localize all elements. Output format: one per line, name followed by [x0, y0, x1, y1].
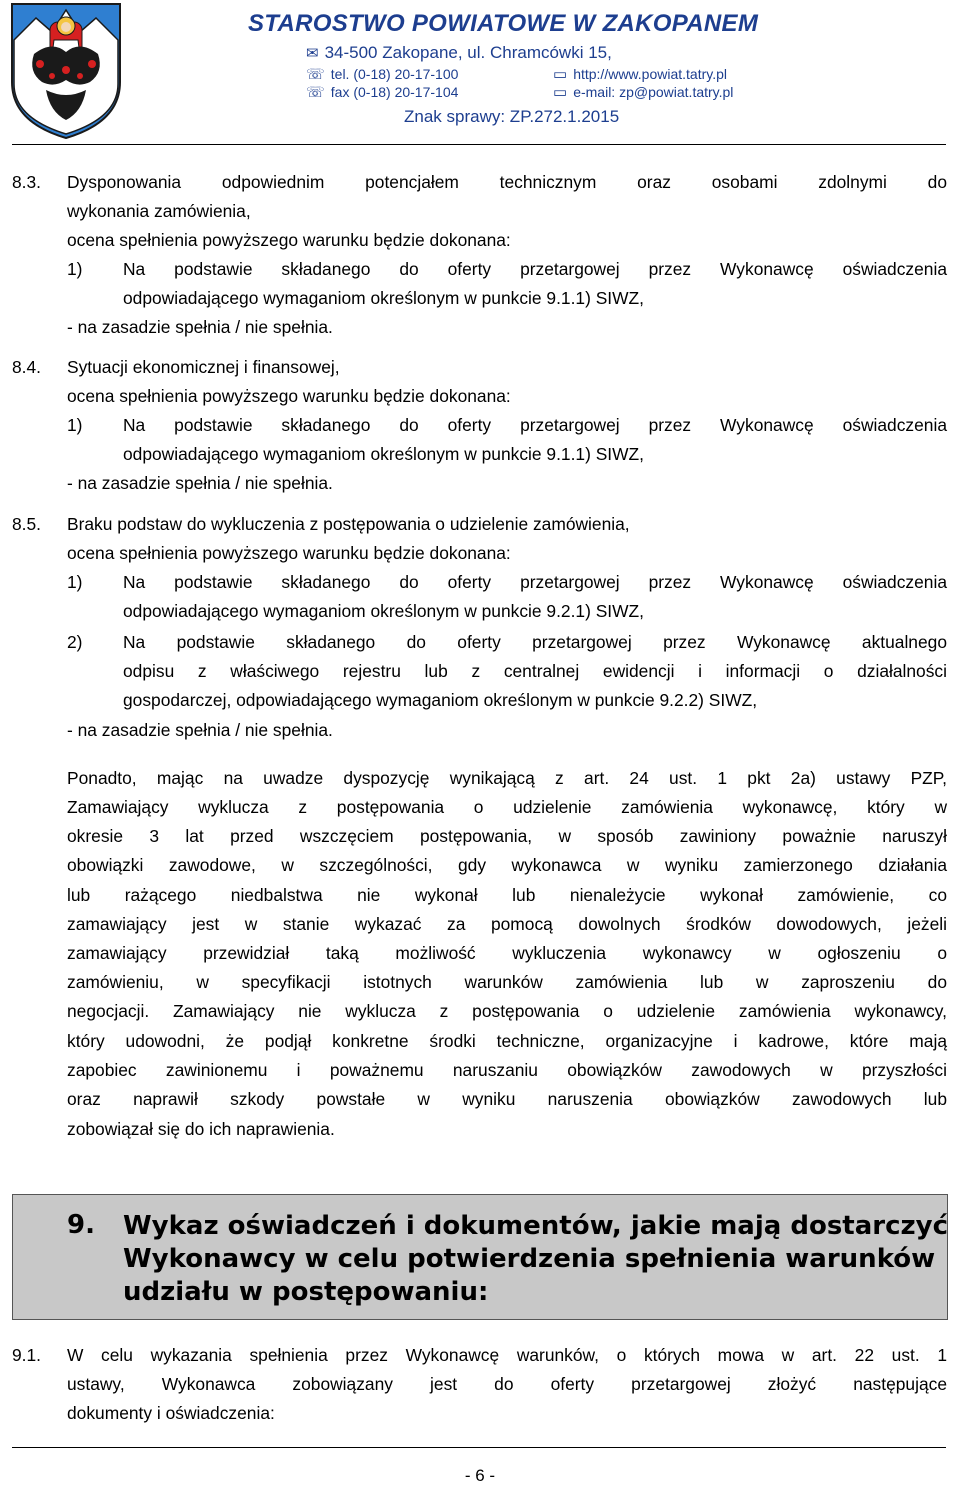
section-9-heading-box: [12, 1194, 948, 1320]
section-8-4-item1-line1: Na podstawie składanego do oferty przetargowej przez Wykonawcę oświadczenia: [123, 415, 947, 435]
section-8-3-rule: - na zasadzie spełnia / nie spełnia.: [67, 317, 333, 337]
section-8-3-item1-line2: odpowiadającego wymaganiom określonym w punkcie 9.1.1) SIWZ,: [123, 288, 644, 308]
section-8-4-title: Sytuacji ekonomicznej i finansowej,: [67, 357, 340, 377]
address-text: 34-500 Zakopane, ul. Chramcówki 15,: [324, 43, 612, 62]
paragraph-line: oraz naprawił szkody powstałe w wyniku naruszenia obowiązków zawodowych lub: [67, 1089, 947, 1109]
section-8-3-title-line1: Dysponowania odpowiednim potencjałem technicznym oraz osobami zdolnymi do: [67, 172, 947, 192]
tel-text: tel. (0-18) 20-17-100: [330, 66, 459, 82]
institution-name: STAROSTWO POWIATOWE W ZAKOPANEM: [248, 10, 759, 37]
section-8-3-eval: ocena spełnienia powyższego warunku będzie dokonana:: [67, 230, 511, 250]
www-line: [553, 65, 727, 83]
section-8-4-item1-line2: odpowiadającego wymaganiom określonym w punkcie 9.1.1) SIWZ,: [123, 444, 644, 464]
item-number: 1): [67, 572, 83, 592]
address-line: [306, 43, 612, 63]
paragraph-line: negocjacji. Zamawiający nie wyklucza z postępowania o udzielenie zamówienia wykonawcy,: [67, 1001, 947, 1021]
section-8-3-item1-line1: Na podstawie składanego do oferty przetargowej przez Wykonawcę oświadczenia: [123, 259, 947, 279]
computer-icon: ▭: [553, 66, 568, 83]
paragraph-line: Zamawiający wyklucza z postępowania o udzielenie zamówienia wykonawcę, który w: [67, 797, 947, 817]
section-8-5-item2-line1: Na podstawie składanego do oferty przetargowej przez Wykonawcę aktualnego: [123, 632, 947, 652]
section-8-5-eval: ocena spełnienia powyższego warunku będzie dokonana:: [67, 543, 511, 563]
section-9-1-line1: W celu wykazania spełnienia przez Wykonawcę warunków, o których mowa w art. 22 ust. 1: [67, 1345, 947, 1365]
paragraph-line: zamawiający jest w stanie wykazać za pomocą dowolnych środków dowodowych, jeżeli: [67, 914, 947, 934]
phone-icon: ☏: [306, 84, 325, 101]
www-link[interactable]: http://www.powiat.tatry.pl: [573, 66, 727, 82]
section-8-5-item1-line2: odpowiadającego wymaganiom określonym w punkcie 9.2.1) SIWZ,: [123, 601, 644, 621]
section-8-3-title-line2: wykonania zamówienia,: [67, 201, 251, 221]
section-number-8-3: 8.3.: [12, 172, 42, 192]
section-9-1-line3: dokumenty i oświadczenia:: [67, 1403, 275, 1423]
coat-of-arms-logo: [6, 0, 126, 140]
section-9-1-line2: ustawy, Wykonawca zobowiązany jest do oferty przetargowej złożyć następujące: [67, 1374, 947, 1394]
paragraph-line: okresie 3 lat przed wszczęciem postępowania, w sposób zawiniony poważnie naruszył: [67, 826, 947, 846]
paragraph-line: który udowodni, że podjął konkretne środki techniczne, organizacyjne i kadrowe, które mają: [67, 1031, 947, 1051]
header-divider: [12, 144, 946, 145]
section-8-5-item2-line3: gospodarczej, odpowiadającego wymaganiom określonym w punkcie 9.2.2) SIWZ,: [123, 690, 758, 710]
section-8-5-item1-line1: Na podstawie składanego do oferty przetargowej przez Wykonawcę oświadczenia: [123, 572, 947, 592]
section-8-5-title: Braku podstaw do wykluczenia z postępowania o udzielenie zamówienia,: [67, 514, 630, 534]
case-reference: Znak sprawy: ZP.272.1.2015: [404, 107, 620, 126]
email-line: [553, 83, 733, 101]
fax-line: [306, 83, 458, 101]
paragraph-line: zapobiec zawinionemu i poważnemu naruszaniu obowiązków zawodowych w przyszłości: [67, 1060, 947, 1080]
item-number: 2): [67, 632, 83, 652]
paragraph-line: zamawiający przewidział taką możliwość wykluczenia wykonawcy w ogłoszeniu o: [67, 943, 947, 963]
section-8-5-item2-line2: odpisu z właściwego rejestru lub z centralnej ewidencji i informacji o działalności: [123, 661, 947, 681]
email-link[interactable]: e-mail: zp@powiat.tatry.pl: [573, 84, 734, 100]
section-8-4-rule: - na zasadzie spełnia / nie spełnia.: [67, 473, 333, 493]
computer-icon: ▭: [553, 84, 568, 101]
item-number: 1): [67, 259, 83, 279]
paragraph-line: lub rażącego niedbalstwa nie wykonał lub nienależycie wykonał zamówienie, co: [67, 885, 947, 905]
section-9-heading-line1: Wykaz oświadczeń i dokumentów, jakie mają dostarczyć: [123, 1211, 949, 1241]
phone-icon: ☏: [306, 66, 325, 83]
section-number-9: 9.: [67, 1210, 95, 1240]
fax-text: fax (0-18) 20-17-104: [330, 84, 459, 100]
section-8-4-eval: ocena spełnienia powyższego warunku będzie dokonana:: [67, 386, 511, 406]
section-9-heading-line2: Wykonawcy w celu potwierdzenia spełnienia warunków: [123, 1244, 936, 1274]
section-8-5-rule: - na zasadzie spełnia / nie spełnia.: [67, 720, 333, 740]
section-9-heading: [123, 1210, 948, 1309]
footer-divider: [12, 1447, 946, 1448]
paragraph-line: zobowiązał się do ich naprawienia.: [67, 1119, 335, 1139]
section-number-9-1: 9.1.: [12, 1345, 42, 1365]
section-number-8-5: 8.5.: [12, 514, 42, 534]
item-number: 1): [67, 415, 83, 435]
envelope-icon: ✉: [306, 45, 319, 62]
page-number: - 6 -: [464, 1466, 496, 1485]
paragraph-line: obowiązki zawodowe, w szczególności, gdy wykonawca w wyniku zamierzonego działania: [67, 855, 947, 875]
section-number-8-4: 8.4.: [12, 357, 42, 377]
paragraph-line: Ponadto, mając na uwadze dyspozycję wynikającą z art. 24 ust. 1 pkt 2a) ustawy PZP,: [67, 768, 947, 788]
paragraph-line: zamówieniu, w specyfikacji istotnych warunków zamówienia lub w zaproszeniu do: [67, 972, 947, 992]
section-9-heading-line3: udziału w postępowaniu:: [123, 1277, 489, 1307]
tel-line: [306, 65, 458, 83]
